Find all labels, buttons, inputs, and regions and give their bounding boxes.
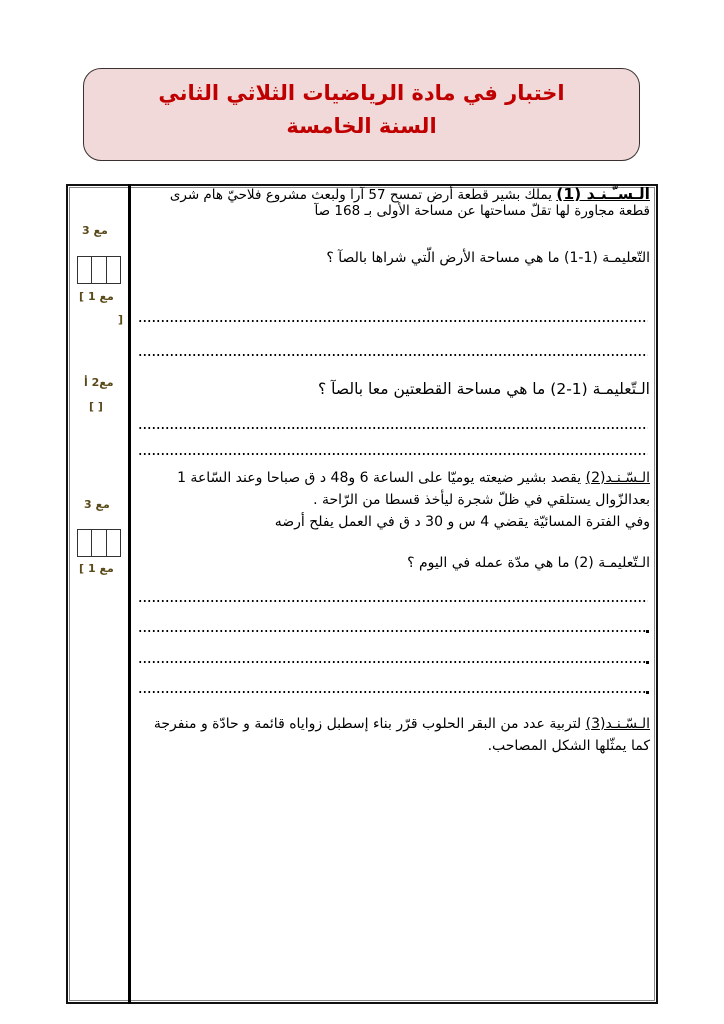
margin-divider: [128, 184, 131, 1004]
section-2-text-2: وفي الفترة المسائيّة يقضي 4 س و 30 د ق في العمل يفلح أرضه: [274, 514, 650, 530]
criterion-2-label: مع2 أ: [84, 376, 114, 389]
section-3-label: الـسّـنـد(3): [585, 716, 650, 732]
section-3-text: [136, 713, 650, 757]
exam-grade: السنة الخامسة: [286, 114, 437, 138]
answer-line[interactable]: [138, 600, 648, 602]
criterion-3-label: مع 3: [84, 498, 110, 511]
criterion-3-bracket-open: [: [79, 562, 85, 575]
exam-frame: [66, 184, 658, 1004]
line-end-dot: [646, 691, 649, 694]
question-1-1-text: ما هي مساحة الأرض الّتي شراها بالصآ ؟: [326, 250, 565, 266]
exam-title: اختبار في مادة الرياضيات الثلاثي الثاني: [158, 81, 565, 105]
score-cell[interactable]: [91, 257, 105, 283]
score-cell[interactable]: [106, 257, 120, 283]
answer-line[interactable]: [138, 691, 648, 693]
answer-line[interactable]: [138, 661, 648, 663]
answer-line[interactable]: [138, 427, 648, 429]
question-1-2-label: الـتّعليمـة (1-2): [550, 380, 650, 398]
question-1-2: [136, 380, 650, 398]
answer-line[interactable]: [138, 453, 648, 455]
score-cell[interactable]: [106, 530, 120, 556]
question-1-2-text: ما هي مساحة القطعتين معا بالصآ ؟: [318, 380, 551, 398]
score-box-3[interactable]: [77, 529, 121, 557]
criterion-1-bracket-open: [: [79, 290, 85, 303]
question-2-label: الـتّعليمـة (2): [573, 555, 650, 571]
answer-line[interactable]: [138, 320, 648, 322]
criterion-1-bracket-close: ]: [118, 313, 124, 326]
question-2: [136, 555, 650, 571]
section-2-text: [136, 467, 650, 511]
score-cell[interactable]: [91, 530, 105, 556]
answer-line[interactable]: [138, 354, 648, 356]
score-cell[interactable]: [78, 530, 91, 556]
exam-title-box: [83, 68, 640, 161]
criterion-2-bracket[interactable]: [ ]: [89, 400, 103, 413]
question-1-1: [136, 250, 650, 266]
section-1-text: [136, 186, 650, 219]
section-2-body: يقصد بشير ضيعته يوميّا على الساعة 6 و48 د ق صباحا وعند السّاعة 1 بعدالزّوال يستلقي في ظلّ شجرة ليأخذ قسطا من الرّاحة .: [177, 470, 650, 508]
line-end-dot: [646, 661, 649, 664]
answer-line[interactable]: [138, 630, 648, 632]
criterion-3-sub-label: مع 1: [88, 562, 114, 575]
section-2-label: الـسّـنـد(2): [585, 470, 650, 486]
section-1-label: الـسـّـنـد (1): [556, 185, 650, 203]
section-1-body: يملك بشير قطعة أرض تمسح 57 آرا ولبعث مشروع فلاحيّ هام شرى قطعة مجاورة لها تقلّ مساحتها عن مساحة الأولى بـ 168 صآ: [169, 187, 650, 219]
criterion-1-sub-label: مع 1: [88, 290, 114, 303]
question-1-1-label: التّعليمـة (1-1): [564, 250, 650, 266]
line-end-dot: [646, 630, 649, 633]
score-box-1[interactable]: [77, 256, 121, 284]
question-2-text: ما هي مدّة عمله في اليوم ؟: [407, 555, 574, 571]
score-cell[interactable]: [78, 257, 91, 283]
section-3-body: لتربية عدد من البقر الحلوب قرّر بناء إسطبل زواياه قائمة و حادّة و منفرجة كما يمثّلها الشكل المصاحب.: [153, 716, 650, 754]
criterion-1-label: مع 3: [82, 224, 108, 237]
